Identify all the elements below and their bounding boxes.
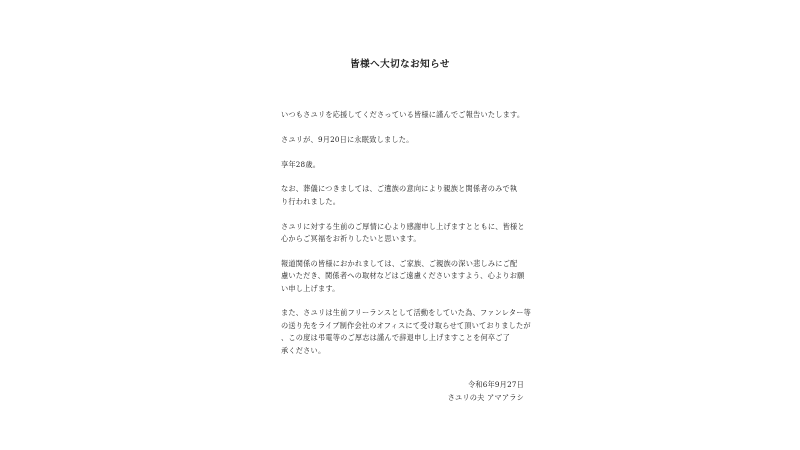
- paragraph-4: [281, 183, 526, 208]
- text-line: さユリに対する生前のご厚情に心より感謝申し上げますとともに、皆様と: [281, 221, 525, 231]
- paragraph-2: [281, 134, 526, 146]
- text-line: 承ください。: [281, 345, 326, 355]
- paragraph-5: [281, 221, 526, 246]
- text-line: また、さユリは生前フリーランスとして活動をしていた為、ファンレター等: [281, 308, 532, 318]
- text-line: いつもさユリを応援してくださっている皆様に謹んでご報告いたします。: [281, 110, 525, 119]
- text-line: 享年28歳。: [281, 159, 321, 169]
- notice-closing: [448, 378, 524, 404]
- paragraph-6: [281, 258, 526, 295]
- text-line: 、この度は弔電等のご厚志は謹んで辞退申し上げますことを何卒ご了: [281, 333, 511, 343]
- text-line: り行われました。: [281, 196, 341, 206]
- text-line: 慮いただき、関係者への取材などはご遠慮くださいますよう、心よりお願: [281, 271, 525, 281]
- notice-date: 令和6年9月27日: [467, 380, 524, 389]
- notice-body: [281, 109, 532, 369]
- notice-title: 皆様へ大切なお知らせ: [350, 59, 450, 70]
- paragraph-7: [281, 307, 532, 357]
- text-line: の送り先をライブ制作会社のオフィスにて受け取らせて頂いておりましたが: [281, 320, 531, 330]
- text-line: さユリが、9月20日に永眠致しました。: [281, 134, 414, 144]
- paragraph-1: [281, 109, 526, 121]
- text-line: 報道関係の皆様におかれましては、ご家族、ご親族の深い悲しみにご配: [281, 258, 518, 268]
- paragraph-3: [281, 159, 526, 171]
- text-line: 心からご冥福をお祈りしたいと思います。: [281, 234, 421, 243]
- notice-signature: さユリの夫 アマアラシ: [447, 393, 524, 402]
- text-line: い申し上げます。: [281, 283, 340, 293]
- text-line: なお、葬儀につきましては、ご遺族の意向により親族と関係者のみで執: [281, 184, 518, 194]
